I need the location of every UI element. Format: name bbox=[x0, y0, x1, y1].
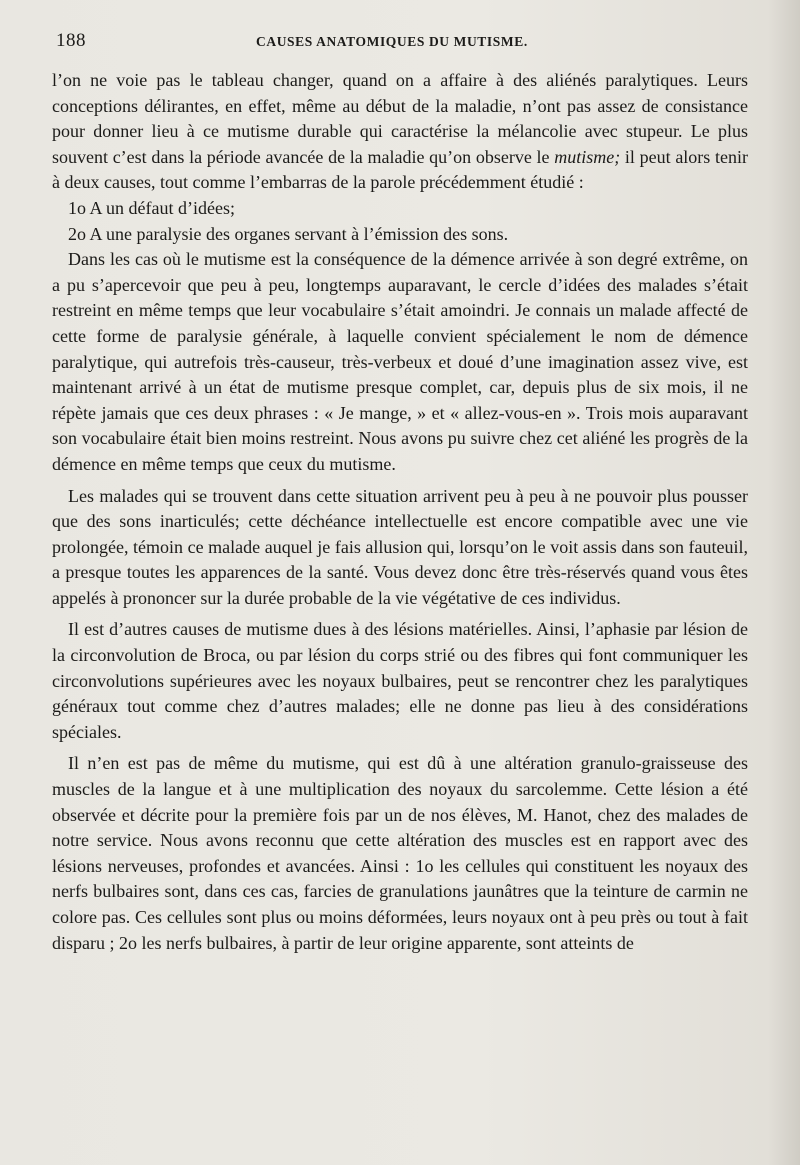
list-item-ideas: 1o A un défaut d’idées; bbox=[68, 197, 235, 218]
running-title: CAUSES ANATOMIQUES DU MUTISME. bbox=[256, 34, 528, 49]
paragraph-dementia: Dans les cas où le mutisme est la conséquence de la démence arrivée à son degré extrême, on a pu s’apercevoir que peu à peu, longtemps auparavant, le cercle d’idées des malades s’était restreint en même temps que leur vocabulaire s’était amoindri. Je connais un malade affecté de cette forme de paralysie générale, à laquelle convient spécialement le nom de démence paralytique, qui autrefois très-causeur, très-verbeux et doué d’une imagination assez vive, est maintenant arrivé à un état de mutisme presque complet, car, depuis plus de six mois, il ne répète jamais que ces deux phrases : « Je mange, » et « allez-vous-en ». Trois mois auparavant son vocabulaire était bien moins restreint. Nous avons pu suivre chez cet aliéné les progrès de la démence en même temps que ceux du mutisme. bbox=[52, 249, 748, 474]
paragraph-material-lesions: Il est d’autres causes de mutisme dues à des lésions matérielles. Ainsi, l’aphasie par lésion de la circonvolution de Broca, ou par lésion du corps strié ou des fibres qui font communiquer les circonvolutions supérieures avec les noyaux bulbaires, peut se rencontrer chez les paralytiques généraux tout comme chez d’autres malades; elle ne donne pas lieu à des considérations spéciales. bbox=[52, 619, 748, 742]
paragraph-text: il peut alors tenir à deux causes, tout comme l’embarras de la parole précédemment étudié : bbox=[52, 146, 748, 193]
emphasis-mutisme: mutisme; bbox=[554, 146, 621, 167]
paragraph-continuation bbox=[52, 68, 748, 196]
page-header bbox=[56, 30, 756, 56]
paragraph-text: l’on ne voie pas le tableau changer, quand on a affaire à des aliénés paralytiques. Leurs conceptions délirantes, en effet, même au début de la maladie, n’ont pas assez de consistance pour donner lieu à ce mutisme durable qui caractérise la mélancolie avec stupeur. Le plus souvent c’est dans la période avancée de la maladie qu’on observe le bbox=[52, 70, 748, 167]
list-item-paralysis: 2o A une paralysie des organes servant à l’émission des sons. bbox=[68, 223, 509, 244]
page-number: 188 bbox=[56, 30, 86, 51]
body-text bbox=[52, 68, 748, 956]
paragraph-granulo-fatty-alteration: Il n’en est pas de même du mutisme, qui est dû à une altération granulo-graisseuse des muscles de la langue et à une multiplication des noyaux du sarcolemme. Cette lésion a été observée et décrite pour la première fois par un de nos élèves, M. Hanot, chez des malades de notre service. Nous avons reconnu que cette altération des muscles est en rapport avec des lésions nerveuses, profondes et avancées. Ainsi : 1o les cellules qui constituent les noyaux des nerfs bulbaires sont, dans ces cas, farcies de granulations jaunâtres que la teinture de carmin ne colore pas. Ces cellules sont plus ou moins déformées, leurs noyaux ont à peu près ou tout à fait disparu ; 2o les nerfs bulbaires, à partir de leur origine apparente, sont atteints de bbox=[52, 753, 748, 953]
paragraph-inarticulate-sounds: Les malades qui se trouvent dans cette situation arrivent peu à peu à ne pouvoir plus pousser que des sons inarticulés; cette déchéance intellectuelle est encore compatible avec une vie prolongée, témoin ce malade auquel je fais allusion qui, lorsqu’on le voit assis dans son fauteuil, a presque toutes les apparences de la santé. Vous devez donc être très-réservés quand vous êtes appelés à prononcer sur la durée probable de la vie végétative de ces individus. bbox=[52, 485, 748, 608]
